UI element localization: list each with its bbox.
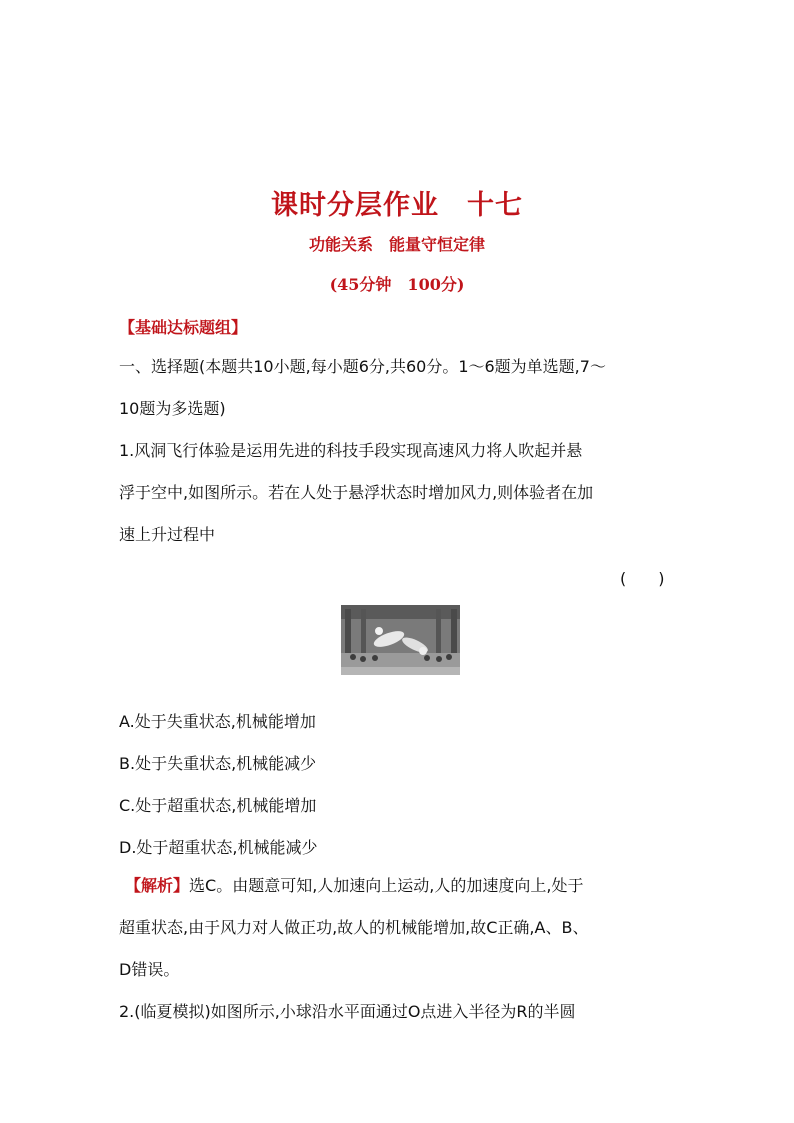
question-2-stem-line-1: 2.(临夏模拟)如图所示,小球沿水平面通过O点进入半径为R的半圆 <box>119 1002 576 1021</box>
section-heading: 【基础达标题组】 <box>119 318 248 337</box>
question-1-stem-line-3: 速上升过程中 <box>119 525 216 544</box>
section-instructions-line-2: 10题为多选题) <box>119 399 226 418</box>
analysis-line-3: D错误。 <box>119 960 180 979</box>
question-1-stem-line-2: 浮于空中,如图所示。若在人处于悬浮状态时增加风力,则体验者在加 <box>119 483 594 502</box>
question-1-stem-line-1: 1.风洞飞行体验是运用先进的科技手段实现高速风力将人吹起并悬 <box>119 441 583 460</box>
page-subtitle: 功能关系 能量守恒定律 <box>308 235 485 254</box>
option-c: C.处于超重状态,机械能增加 <box>119 796 317 815</box>
analysis-line-2: 超重状态,由于风力对人做正功,故人的机械能增加,故C正确,A、B、 <box>119 918 589 937</box>
page-title: 课时分层作业 十七 <box>271 190 523 221</box>
wind-tunnel-photo <box>341 605 460 675</box>
option-b: B.处于失重状态,机械能减少 <box>119 754 317 773</box>
section-instructions-line-1: 一、选择题(本题共10小题,每小题6分,共60分。1～6题为单选题,7～ <box>119 357 606 376</box>
option-a: A.处于失重状态,机械能增加 <box>119 712 316 731</box>
answer-blank: ( ) <box>620 569 665 588</box>
analysis-text-1: 选C。由题意可知,人加速向上运动,人的加速度向上,处于 <box>189 876 584 895</box>
time-and-score: (45分钟 100分) <box>329 275 465 294</box>
analysis-tag: 【解析】 <box>125 876 190 895</box>
analysis-line-1 <box>125 876 685 896</box>
option-d: D.处于超重状态,机械能减少 <box>119 838 318 857</box>
